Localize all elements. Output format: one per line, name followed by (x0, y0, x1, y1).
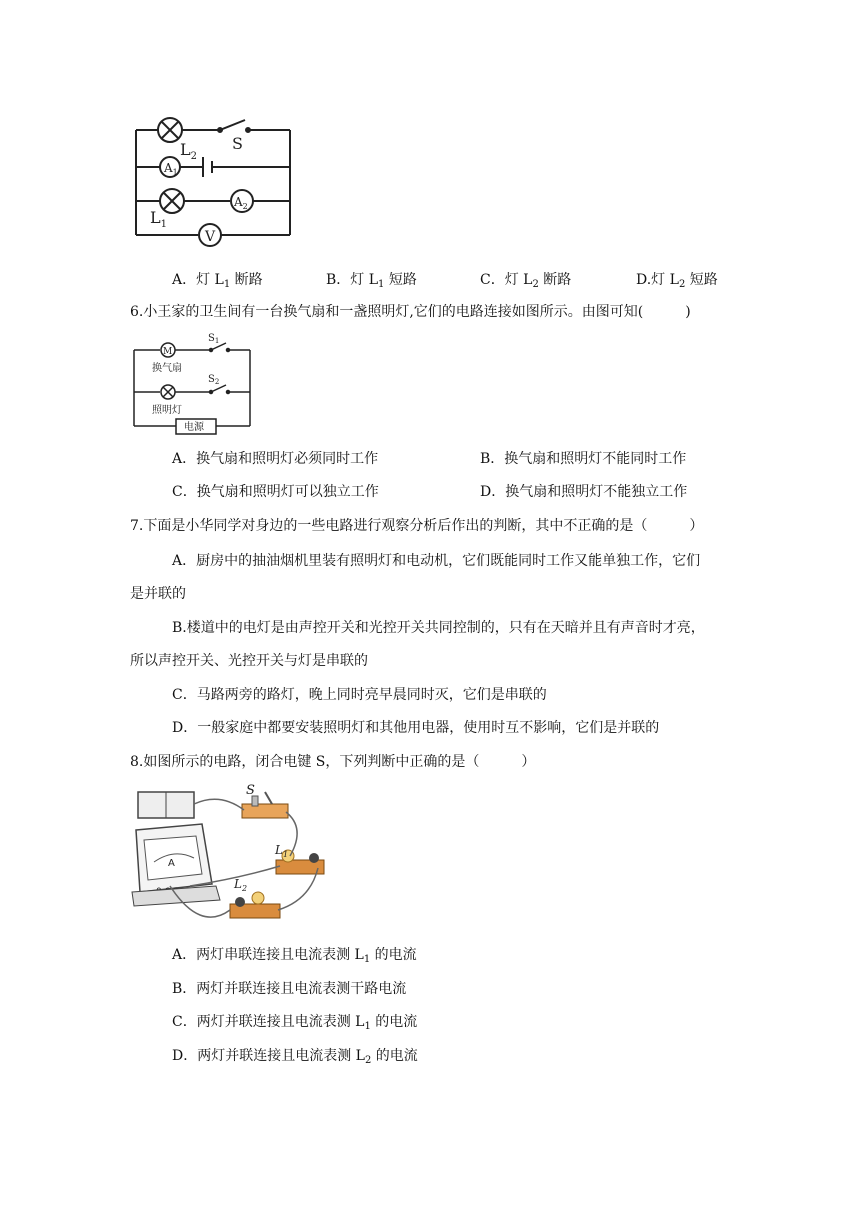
fig5-label-l1: $L_1$ (150, 208, 167, 230)
fig6-motor: M (163, 347, 173, 357)
fig8-l2-label: $L_2$ (234, 877, 248, 893)
fig6-s2: $S_2$ (208, 374, 220, 386)
q6-option-c[interactable]: C．换气扇和照明灯可以独立工作 (172, 484, 379, 500)
fig5-label-a1: $A_1$ (164, 161, 178, 177)
q8-option-b[interactable]: B．两灯并联连接且电流表测干路电流 (172, 981, 407, 997)
fig5-label-s: S (232, 134, 243, 153)
q7-option-c[interactable]: C．马路两旁的路灯，晚上同时亮早晨同时灭，它们是串联的 (172, 687, 547, 703)
q7-option-b-line2: 所以声控开关、光控开关与灯是串联的 (130, 653, 368, 669)
fig6-fan-label: 换气扇 (152, 363, 182, 374)
circuit-diagram-q6 (132, 330, 262, 438)
q6-option-a[interactable]: A．换气扇和照明灯必须同时工作 (172, 451, 379, 467)
fig6-s1: $S_1$ (208, 333, 220, 345)
q7-option-d[interactable]: D．一般家庭中都要安装照明灯和其他用电器，使用时互不影响，它们是并联的 (172, 720, 660, 736)
q6-option-b[interactable]: B．换气扇和照明灯不能同时工作 (480, 451, 687, 467)
q6-option-d[interactable]: D．换气扇和照明灯不能独立工作 (480, 484, 688, 500)
q7-option-a-line2: 是并联的 (130, 586, 186, 602)
q5-option-a[interactable]: A．灯 $L_1$ 断路 (172, 272, 263, 290)
circuit-diagram-q5 (130, 115, 300, 245)
q5-option-b[interactable]: B．灯 $L_1$ 短路 (326, 272, 417, 290)
fig5-label-v: V (205, 229, 216, 245)
circuit-photo-q8 (130, 782, 340, 932)
fig5-label-a2: $A_2$ (234, 195, 248, 211)
fig8-meter-label: A (168, 858, 175, 869)
fig8-s-label: S (246, 783, 255, 798)
q7-option-a-line1[interactable]: A．厨房中的抽油烟机里装有照明灯和电动机，它们既能同时工作又能单独工作，它们 (172, 553, 701, 569)
fig6-lamp-label: 照明灯 (152, 405, 182, 416)
q8-option-a[interactable]: A．两灯串联连接且电流表测 $L_1$ 的电流 (172, 947, 417, 965)
q8-option-c[interactable]: C．两灯并联连接且电流表测 $L_1$ 的电流 (172, 1014, 418, 1032)
q8-option-d[interactable]: D．两灯并联连接且电流表测 $L_2$ 的电流 (172, 1048, 418, 1066)
q5-option-d[interactable]: D.灯 $L_2$ 短路 (636, 272, 718, 290)
fig6-power-label: 电源 (184, 422, 204, 433)
q6-stem: 6.小王家的卫生间有一台换气扇和一盏照明灯,它们的电路连接如图所示。由图可知( ) (130, 304, 691, 320)
fig5-label-l2: $L_2$ (180, 140, 197, 162)
q8-stem: 8.如图所示的电路，闭合电键 S，下列判断中正确的是（ ） (130, 754, 536, 770)
q7-stem: 7.下面是小华同学对身边的一些电路进行观察分析后作出的判断，其中不正确的是（ ） (130, 518, 704, 534)
q7-option-b-line1[interactable]: B.楼道中的电灯是由声控开关和光控开关共同控制的，只有在天暗并且有声音时才亮， (172, 620, 705, 636)
q5-option-c[interactable]: C．灯 $L_2$ 断路 (480, 272, 572, 290)
fig8-l1-label: $L_1$ (275, 843, 289, 859)
